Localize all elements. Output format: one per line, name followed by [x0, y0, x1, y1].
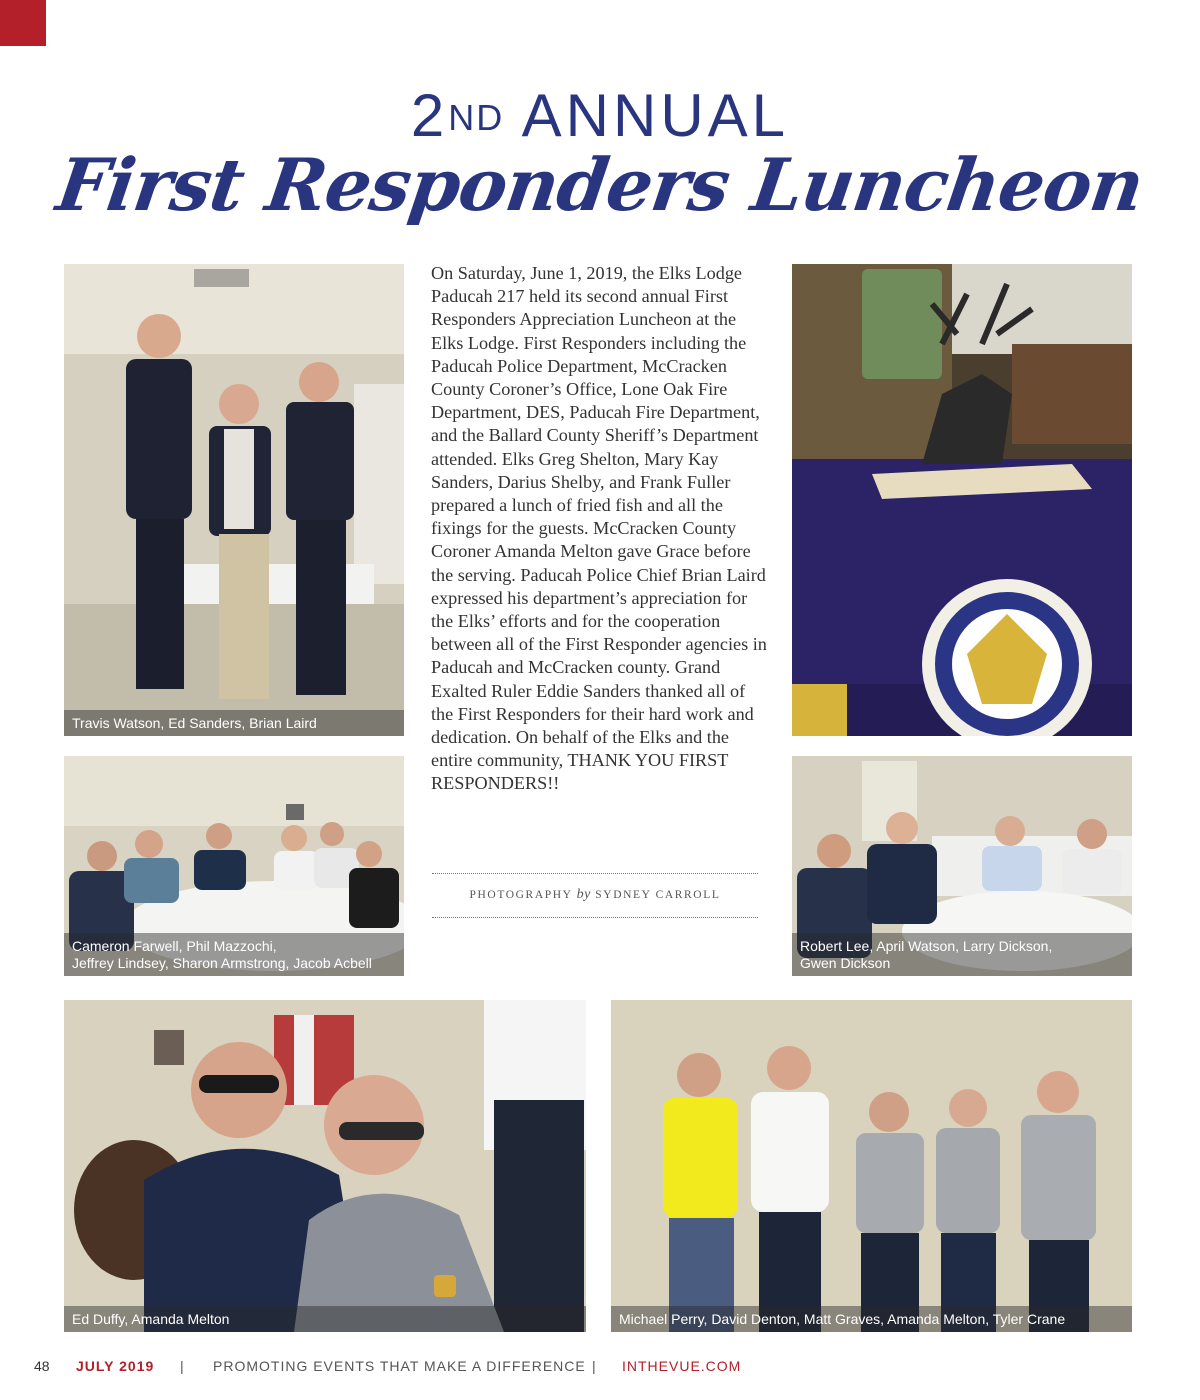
photo-credit: [432, 887, 758, 903]
photo-table-group-right: [792, 756, 1132, 976]
page-footer: [0, 1358, 1200, 1380]
photo-caption: Ed Duffy, Amanda Melton: [64, 1306, 586, 1332]
caption-line-2: Gwen Dickson: [800, 955, 891, 971]
photo-caption: [792, 933, 1132, 976]
photo-five-people: [611, 1000, 1132, 1332]
photo-caption: Michael Perry, David Denton, Matt Graves, Amanda Melton, Tyler Crane: [611, 1306, 1132, 1332]
photo-image: [611, 1000, 1132, 1332]
credit-prefix: PHOTOGRAPHY: [469, 889, 573, 901]
caption-line-2: Jeffrey Lindsey, Sharon Armstrong, Jacob Acbell: [72, 955, 372, 971]
caption-line-1: Cameron Farwell, Phil Mazzochi,: [72, 938, 277, 954]
title-ordinal: ND: [448, 97, 505, 138]
photo-two-people: [64, 1000, 586, 1332]
credit-name: SYDNEY CARROLL: [595, 889, 721, 901]
photo-image: [64, 1000, 586, 1332]
article-body: On Saturday, June 1, 2019, the Elks Lodge Paducah 217 held its second annual First Responders Appreciation Luncheon at the Elks Lodge. First Responders including the Paducah Police Department, McCracken County Coroner’s Office, Lone Oak Fire Department, DES, Paducah Fire Department, and the Ballard County Sheriff’s Department attended. Elks Greg Shelton, Mary Kay Sanders, Darius Shelby, and Frank Fuller prepared a lunch of fried fish and all the fixings for the guests. McCracken County Coroner Amanda Melton gave Grace before the serving. Paducah Police Chief Brian Laird expressed his department’s appreciation for the Elks’ efforts and for the cooperation between all of the First Responder agencies in Paducah and McCracken county. Grand Exalted Ruler Eddie Sanders thanked all of the First Responders for their hard work and dedication. On behalf of the Elks and the entire community, THANK YOU FIRST RESPONDERS!!: [431, 263, 767, 794]
corner-accent-tab: [0, 0, 46, 46]
footer-separator: |: [592, 1358, 596, 1374]
photo-caption: [64, 933, 404, 976]
title-annual: [0, 84, 1200, 148]
credit-by: by: [576, 887, 591, 902]
photo-image: [64, 264, 404, 736]
credit-divider-bottom: [432, 917, 758, 918]
title-script: First Responders Luncheon: [51, 142, 1149, 227]
footer-separator: |: [180, 1358, 184, 1374]
caption-line-1: Robert Lee, April Watson, Larry Dickson,: [800, 938, 1053, 954]
photo-group-three-men: [64, 264, 404, 736]
issue-date: JULY 2019: [76, 1358, 155, 1374]
page-number: 48: [34, 1358, 50, 1374]
title-annual-word: ANNUAL: [521, 82, 790, 149]
credit-divider-top: [432, 873, 758, 874]
footer-tagline: PROMOTING EVENTS THAT MAKE A DIFFERENCE: [213, 1358, 586, 1374]
website-link[interactable]: INTHEVUE.COM: [622, 1358, 742, 1374]
photo-caption: Travis Watson, Ed Sanders, Brian Laird: [64, 710, 404, 736]
photo-table-group-left: [64, 756, 404, 976]
title-number: 2: [410, 82, 449, 149]
photo-image: [792, 264, 1132, 736]
photo-elk-altar: [792, 264, 1132, 736]
